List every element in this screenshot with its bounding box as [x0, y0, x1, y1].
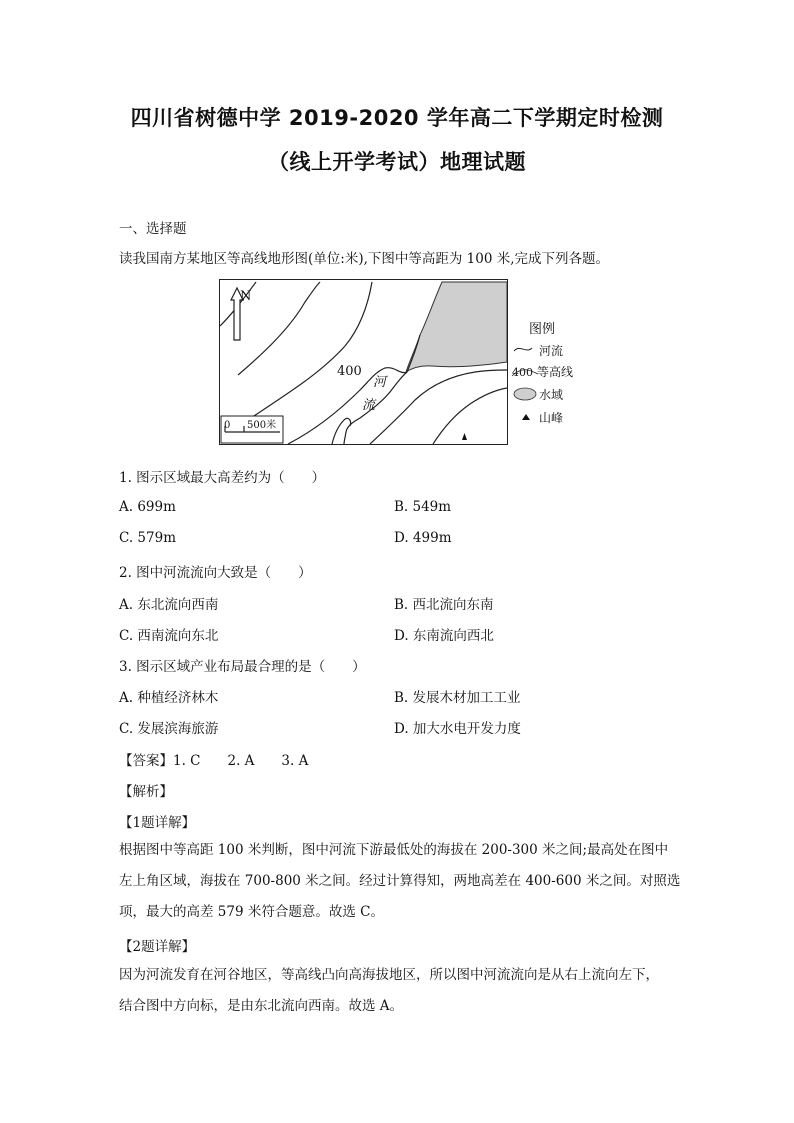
detail-1-heading: 【1题详解】 [119, 815, 196, 831]
map-legend [510, 318, 610, 438]
question-3-option-c: C. 发展滨海旅游 [119, 721, 219, 737]
legend-peak: 山峰 [539, 411, 564, 425]
question-3-option-b: B. 发展木材加工工业 [394, 690, 521, 706]
detail-2-paragraph [119, 960, 679, 1022]
legend-peak-icon [522, 414, 530, 420]
document-title-line2: （线上开学考试）地理试题 [268, 150, 526, 174]
river-label-2: 流 [362, 398, 376, 413]
contour-line [288, 335, 420, 444]
question-1-option-c: C. 579m [119, 530, 176, 546]
detail-2-heading: 【2题详解】 [119, 939, 196, 955]
legend-river-icon [514, 348, 532, 351]
question-1-option-d: D. 499m [394, 530, 452, 546]
contour-line [248, 282, 372, 420]
water-body-area [406, 282, 507, 372]
question-3-option-a: A. 种植经济林木 [119, 690, 219, 706]
contour-map-drawing [220, 280, 507, 444]
contour-map [219, 279, 508, 445]
legend-contour-number: 400 [512, 366, 533, 379]
question-1-option-a: A. 699m [119, 499, 176, 515]
legend-river: 河流 [539, 344, 564, 358]
detail-2-line: 结合图中方向标，是由东北流向西南。故选 A。 [119, 998, 404, 1014]
question-3-option-d: D. 加大水电开发力度 [394, 721, 521, 737]
scale-value: 500米 [247, 420, 277, 431]
scale-zero: 0 [224, 420, 231, 431]
detail-1-line: 项，最大的高差 579 米符合题意。故选 C。 [119, 904, 384, 920]
detail-1-paragraph [119, 835, 679, 928]
peak-icon [462, 433, 467, 440]
legend-title: 图例 [529, 322, 556, 337]
river-bank [332, 418, 351, 444]
question-2-option-c: C. 西南流向东北 [119, 628, 219, 644]
question-2-option-d: D. 东南流向西北 [394, 628, 494, 644]
contour-line [433, 388, 507, 444]
north-label: N [240, 289, 252, 304]
question-2-option-a: A. 东北流向西南 [119, 597, 219, 613]
detail-1-line: 根据图中等高距 100 米判断，图中河流下游最低处的海拔在 200-300 米之间;最高处在图中 [119, 842, 669, 858]
section-heading: 一、选择题 [119, 221, 187, 237]
question-2-option-b: B. 西北流向东南 [394, 597, 494, 613]
question-1-stem: 1. 图示区域最大高差约为（ ） [119, 470, 326, 486]
legend-contour: 等高线 [537, 365, 574, 379]
detail-2-line: 因为河流发育在河谷地区，等高线凸向高海拔地区，所以图中河流流向是从右上流向左下， [119, 967, 659, 983]
legend-water-icon [514, 388, 536, 400]
question-3-stem: 3. 图示区域产业布局最合理的是（ ） [119, 659, 366, 675]
answer-line: 【答案】1. C 2. A 3. A [119, 753, 309, 769]
question-2-stem: 2. 图中河流流向大致是（ ） [119, 565, 312, 581]
contour-label-400: 400 [337, 364, 362, 379]
question-intro: 读我国南方某地区等高线地形图(单位:米),下图中等高距为 100 米,完成下列各题。 [119, 251, 610, 267]
question-1-option-b: B. 549m [394, 499, 452, 515]
detail-1-line: 左上角区域，海拔在 700-800 米之间。经过计算得知，两地高差在 400-600 米之间。对照选 [119, 873, 681, 889]
contour-line [370, 370, 507, 444]
analysis-heading: 【解析】 [119, 784, 173, 800]
document-title-line1: 四川省树德中学 2019-2020 学年高二下学期定时检测 [130, 106, 664, 130]
legend-water: 水域 [539, 388, 564, 402]
river-label-1: 河 [373, 375, 387, 390]
